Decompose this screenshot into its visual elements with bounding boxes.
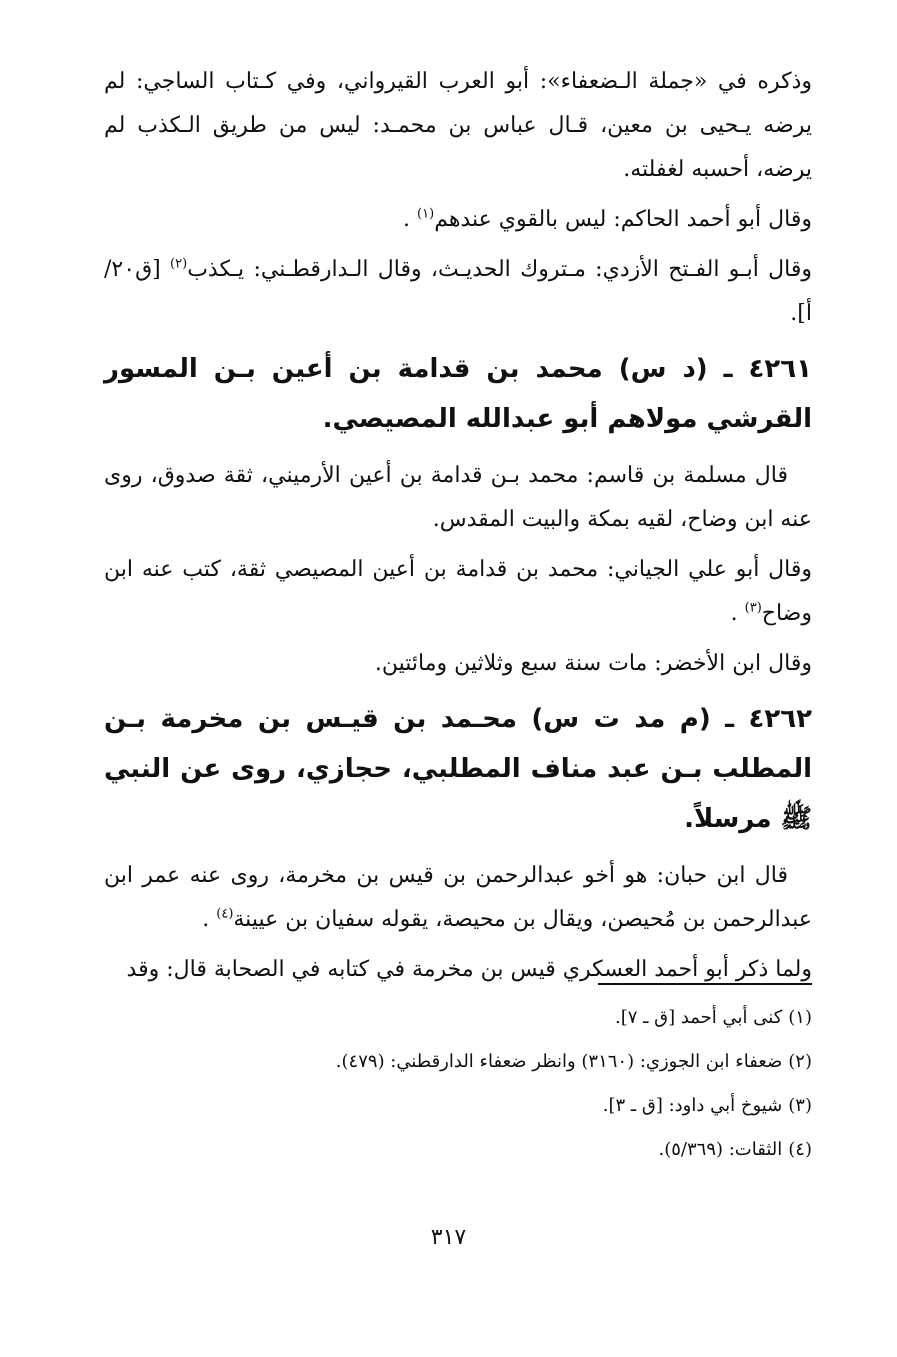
paragraph: [104, 548, 812, 636]
footnote-marker: (٢): [170, 256, 188, 272]
paragraph: ولما ذكر أبو أحمد العسكري قيس بن مخرمة في كتابه في الصحابة قال: وقد: [126, 957, 812, 982]
paragraph-text: وقال أبو علي الجياني: محمد بن قدامة بن أعين المصيصي ثقة، كتب عنه ابن وضاح: [104, 557, 812, 626]
footnotes: [104, 996, 812, 1172]
footnote-text: الثقات: (٥/٣٦٩).: [658, 1139, 783, 1160]
paragraph-text: قال ابن حبان: هو أخو عبدالرحمن بن قيس بن مخرمة، روى عنه عمر ابن عبدالرحمن بن مُحيصن، ويقال بن محيصة، يقوله سفيان بن عيينة: [104, 863, 812, 932]
paragraph: وقال ابن الأخضر: مات سنة سبع وثلاثين ومائتين.: [374, 651, 812, 676]
footnote-text: ضعفاء ابن الجوزي: (٣١٦٠) وانظر ضعفاء الدارقطني: (٤٧٩).: [335, 1051, 783, 1072]
paragraph: قال مسلمة بن قاسم: محمد بـن قدامة بن أعين الأرميني، ثقة صدوق، روى عنه ابن وضاح، لقيه بمكة والبيت المقدس.: [104, 463, 812, 532]
entry-heading: ٤٢٦١ ـ (د س) محمد بن قدامة بن أعين بـن المسور القرشي مولاهم أبو عبدالله المصيصي.: [104, 354, 812, 434]
footnote-marker: (٤): [216, 906, 234, 922]
paragraph: [104, 248, 812, 336]
footnote-text: شيوخ أبي داود: [ق ـ ٣].: [602, 1095, 783, 1116]
paragraph-end: .: [202, 907, 217, 932]
entry-heading: ٤٢٦٢ ـ (م مد ت س) محـمد بن قيـس بن مخرمة بـن المطلب بـن عبد مناف المطلبي، حجازي، روى عن النبي ﷺ مرسلاً.: [104, 704, 812, 834]
paragraph: [104, 198, 812, 242]
paragraph-text: وقال أبو أحمد الحاكم: ليس بالقوي عندهم: [434, 207, 812, 232]
paragraph-text: وقال أبـو الفـتح الأزدي: مـتروك الحديـث، وقال الـدارقطـني: يـكذب: [187, 257, 812, 282]
paragraph: وذكره في «جملة الـضعفاء»: أبو العرب القيرواني، وفي كـتاب الساجي: لم يرضه يـحيى بن معين، قـال عباس بن محمـد: ليس من طريق الـكذب لم يرضه، أحسبه لغفلته.: [104, 69, 812, 182]
paragraph: [104, 854, 812, 942]
footnote-number: (٣): [788, 1095, 812, 1116]
footnote: [104, 1128, 812, 1172]
footnote: [104, 1084, 812, 1128]
footnote-number: (٤): [788, 1139, 812, 1160]
footnote: [104, 1040, 812, 1084]
page-number: ٣١٧: [430, 1225, 467, 1250]
paragraph-end: .: [730, 601, 745, 626]
footnote-marker: (١): [417, 206, 435, 222]
footnote: [104, 996, 812, 1040]
paragraph-end: [ق٢٠/أ].: [104, 257, 812, 326]
footnote-number: (١): [788, 1007, 812, 1028]
paragraph-end: .: [403, 207, 418, 232]
footnote-marker: (٣): [744, 600, 762, 616]
page-body: [104, 60, 812, 998]
footnote-divider: [598, 983, 812, 985]
footnote-text: كنى أبي أحمد [ق ـ ٧].: [614, 1007, 783, 1028]
footnote-number: (٢): [788, 1051, 812, 1072]
